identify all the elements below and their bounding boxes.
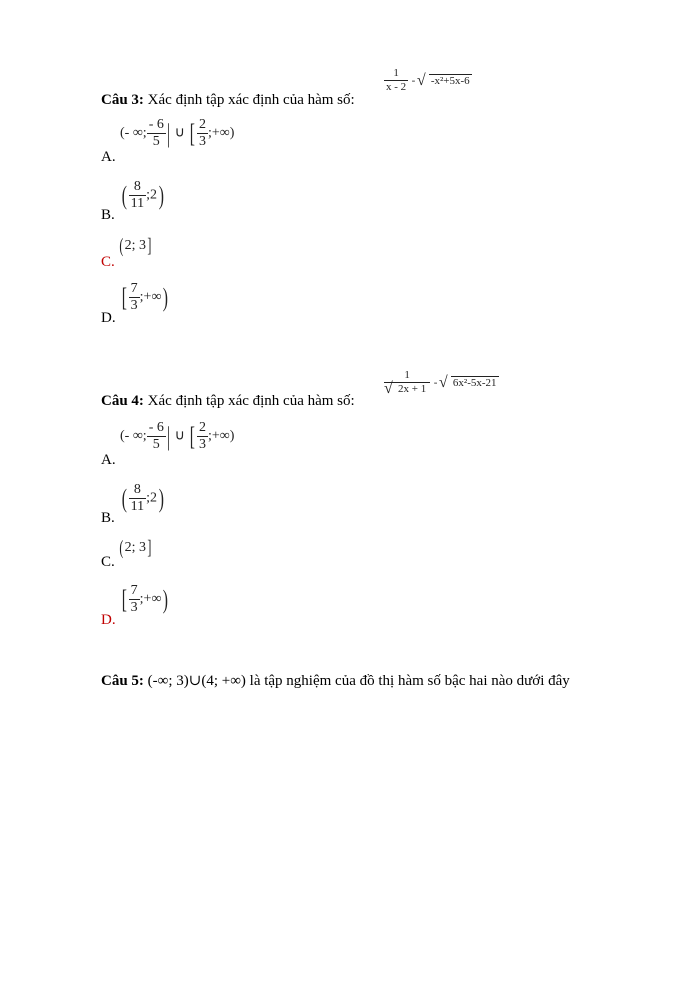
fraction-numerator: 7 — [130, 583, 138, 598]
question-label: Câu 3: — [101, 92, 144, 108]
interval-text: 2; 3 — [124, 540, 147, 556]
question-label: Câu 5: — [101, 673, 144, 689]
interval-right: ;+∞ — [139, 289, 162, 305]
option-c-math: (2; 3] — [119, 537, 152, 559]
fraction-numerator: 1 — [404, 369, 410, 381]
option-c-letter: C. — [101, 554, 115, 570]
minus-sign: - — [411, 74, 416, 87]
fraction-denominator: 3 — [199, 134, 207, 149]
option-d-math: [ $\frac{7}{3}$ ;+∞) — [121, 583, 169, 615]
union-symbol: ∪ — [174, 428, 185, 444]
fraction-denominator: 11 — [130, 499, 145, 514]
fraction-numerator: 8 — [133, 179, 141, 194]
option-d-math: [ $\frac{7}{3}$ ;+∞) — [121, 281, 169, 313]
fraction-numerator: 2 — [199, 420, 207, 435]
fraction-denominator: 3 — [199, 437, 207, 452]
question-text: (-∞; 3)∪(4; +∞) là tập nghiệm của đồ thị hàm số bậc hai nào dưới đây — [143, 673, 570, 689]
question-3 — [101, 92, 355, 109]
option-a-letter: A. — [101, 452, 116, 468]
option-b-math: ( $\frac{8}{11}$ ;2) — [121, 482, 164, 514]
fraction-numerator: - 6 — [148, 117, 164, 132]
square-root — [386, 384, 428, 395]
option-c-letter: C. — [101, 254, 115, 270]
fraction-denominator: x - 2 — [386, 81, 407, 93]
interval-left: (- ∞; — [120, 428, 147, 444]
option-a-math: (- ∞; $\frac{- 6}{5}$ | ∪ [ $\frac{2}{3}$ ;+∞) — [120, 420, 235, 452]
square-root — [419, 75, 472, 87]
question-text: Xác định tập xác định của hàm số: — [143, 393, 355, 409]
interval-right: ;2 — [146, 490, 158, 506]
option-a-letter: A. — [101, 149, 116, 165]
option-b-letter: B. — [101, 510, 115, 526]
fraction-denominator: 5 — [147, 133, 166, 149]
interval-right: ;+∞ — [139, 591, 162, 607]
fraction-numerator: - 6 — [148, 420, 164, 435]
question-5 — [101, 671, 570, 690]
interval-right: ;+∞) — [208, 428, 235, 444]
interval-left: (- ∞; — [120, 125, 147, 141]
fraction-denominator: 11 — [130, 196, 145, 211]
fraction-numerator: 2 — [199, 117, 207, 132]
fraction-numerator: 7 — [130, 281, 138, 296]
option-b-math: ( $\frac{8}{11}$ ;2) — [121, 179, 164, 211]
interval-right: ;+∞) — [208, 125, 235, 141]
fraction-denominator: 3 — [130, 298, 138, 313]
interval-right: ;2 — [146, 187, 158, 203]
interval-text: 2; 3 — [124, 238, 147, 254]
function-expression — [384, 68, 472, 93]
fraction-numerator: 1 — [393, 67, 399, 79]
radicand: 2x + 1 — [398, 383, 427, 395]
function-expression — [384, 370, 499, 395]
option-c-math: (2; 3] — [119, 235, 152, 257]
question-text: Xác định tập xác định của hàm số: — [143, 92, 355, 108]
fraction-denominator: 3 — [130, 600, 138, 615]
option-d-letter: D. — [101, 310, 116, 326]
option-d-letter: D. — [101, 612, 116, 628]
option-b-letter: B. — [101, 207, 115, 223]
union-symbol: ∪ — [174, 125, 185, 141]
fraction-numerator: 8 — [133, 482, 141, 497]
question-label: Câu 4: — [101, 393, 144, 409]
fraction-denominator: 5 — [147, 436, 166, 452]
question-4 — [101, 393, 355, 410]
option-a-math: (- ∞; $\frac{- 6}{5}$ | ∪ [ $\frac{2}{3}$ ;+∞) — [120, 117, 235, 149]
radicand: -x²+5x-6 — [430, 74, 470, 87]
minus-sign: - — [433, 376, 438, 389]
square-root — [441, 377, 499, 389]
radicand: 6x²-5x-21 — [452, 376, 497, 389]
